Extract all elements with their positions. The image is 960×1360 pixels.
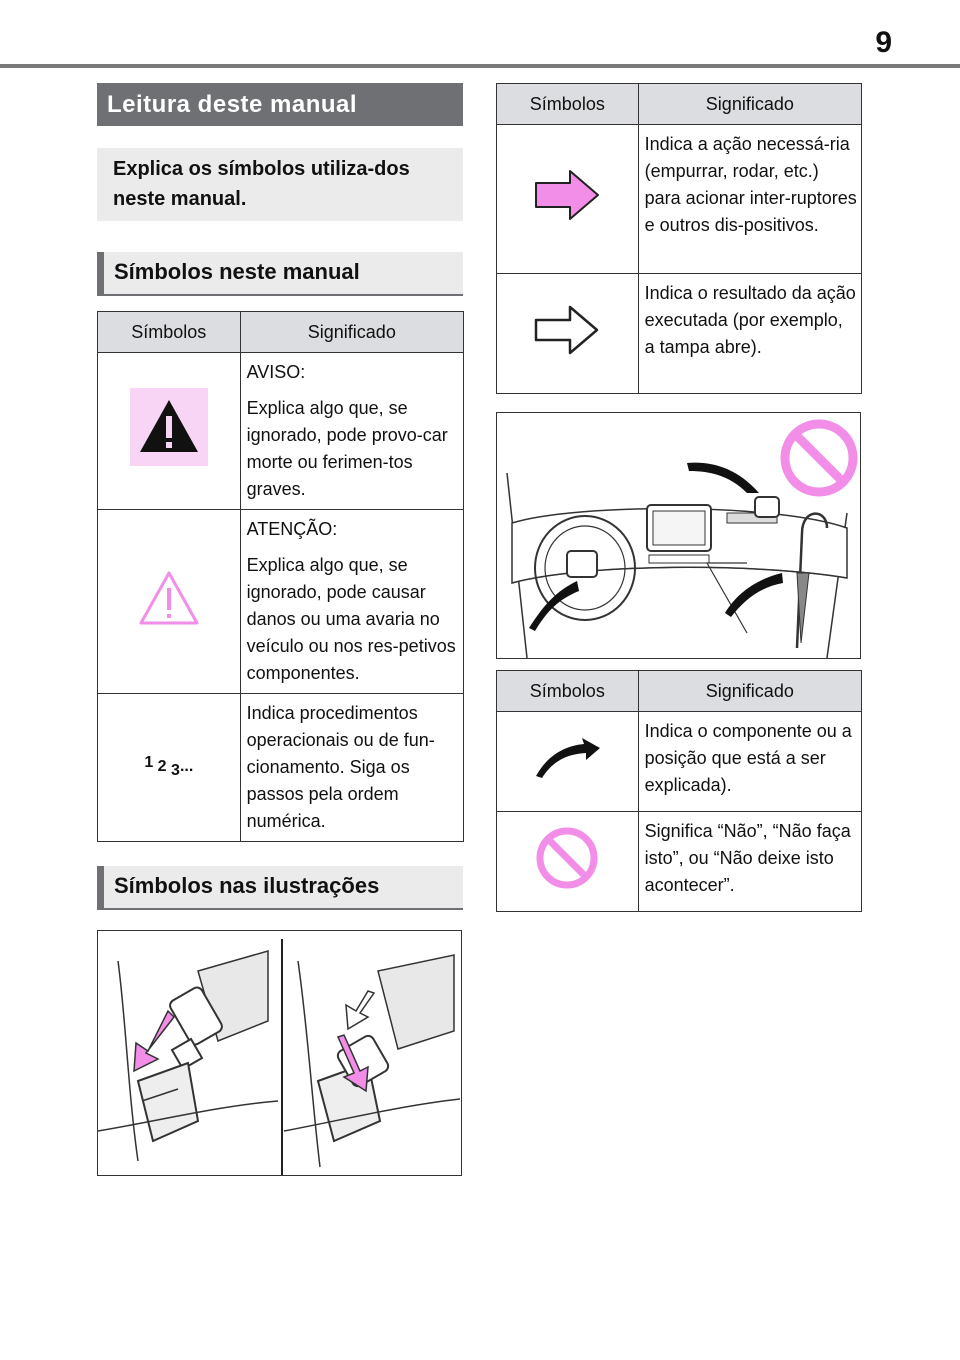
curved-pointer-arrow-icon <box>532 738 602 778</box>
pink-arrow-icon <box>534 169 600 221</box>
page-number: 9 <box>875 26 892 59</box>
column-header-meaning: Significado <box>638 671 861 712</box>
caution-text: Explica algo que, se ignorado, pode causar danos ou uma avaria no veículo ou nos res-petivos componentes. <box>246 555 456 683</box>
symbol-cell <box>497 125 639 274</box>
section-heading-manual: Símbolos neste manual <box>97 252 463 296</box>
column-header-symbols: Símbolos <box>98 312 241 353</box>
manual-symbols-table <box>97 311 464 842</box>
symbol-cell <box>497 274 639 394</box>
section-banner: Leitura deste manual <box>97 83 463 126</box>
prohibition-text: Significa “Não”, “Não faça isto”, ou “Não deixe isto acontecer”. <box>644 821 851 895</box>
meaning-cell <box>638 812 861 912</box>
symbol-cell <box>497 712 639 812</box>
meaning-cell <box>638 125 861 274</box>
warning-text: Explica algo que, se ignorado, pode provo-car morte ou ferimen-tos graves. <box>246 398 448 499</box>
column-header-meaning: Significado <box>638 84 861 125</box>
column-header-meaning: Significado <box>240 312 463 353</box>
action-arrow-text: Indica a ação necessá-ria (empurrar, rodar, etc.) para acionar inter-ruptores e outros dis-positivos. <box>644 134 857 235</box>
caution-triangle-outline-icon <box>138 570 200 626</box>
result-arrow-text: Indica o resultado da ação executada (por exemplo, a tampa abre). <box>644 283 856 357</box>
dashboard-illustration <box>496 412 861 659</box>
steps-text: Indica procedimentos operacionais ou de fun-cionamento. Siga os passos pela ordem numérica. <box>246 703 435 831</box>
symbol-cell <box>98 510 241 694</box>
meaning-cell <box>638 712 861 812</box>
prohibition-icon <box>534 825 600 891</box>
illustration-symbols-table-1 <box>496 83 862 394</box>
seatbelt-buckle-image <box>98 931 461 1175</box>
seatbelt-illustration <box>97 930 462 1176</box>
caution-title: ATENÇÃO: <box>246 519 338 539</box>
meaning-cell <box>240 510 463 694</box>
dashboard-image <box>497 413 860 658</box>
white-arrow-icon <box>534 304 600 356</box>
symbol-cell <box>98 353 241 510</box>
meaning-cell <box>638 274 861 394</box>
warning-title: AVISO: <box>246 362 306 382</box>
section-heading-illustrations: Símbolos nas ilustrações <box>97 866 463 910</box>
warning-triangle-filled-icon <box>130 388 208 466</box>
symbol-cell <box>98 694 241 842</box>
column-header-symbols: Símbolos <box>497 84 639 125</box>
meaning-cell <box>240 694 463 842</box>
pointer-arrow-text: Indica o componente ou a posição que está a ser explicada). <box>644 721 852 795</box>
symbol-cell <box>497 812 639 912</box>
meaning-cell <box>240 353 463 510</box>
column-header-symbols: Símbolos <box>497 671 639 712</box>
intro-box: Explica os símbolos utiliza-dos neste manual. <box>97 148 463 221</box>
numbered-steps-icon: 1 2 3... <box>144 753 194 779</box>
header-rule <box>0 64 960 68</box>
illustration-symbols-table-2 <box>496 670 862 912</box>
